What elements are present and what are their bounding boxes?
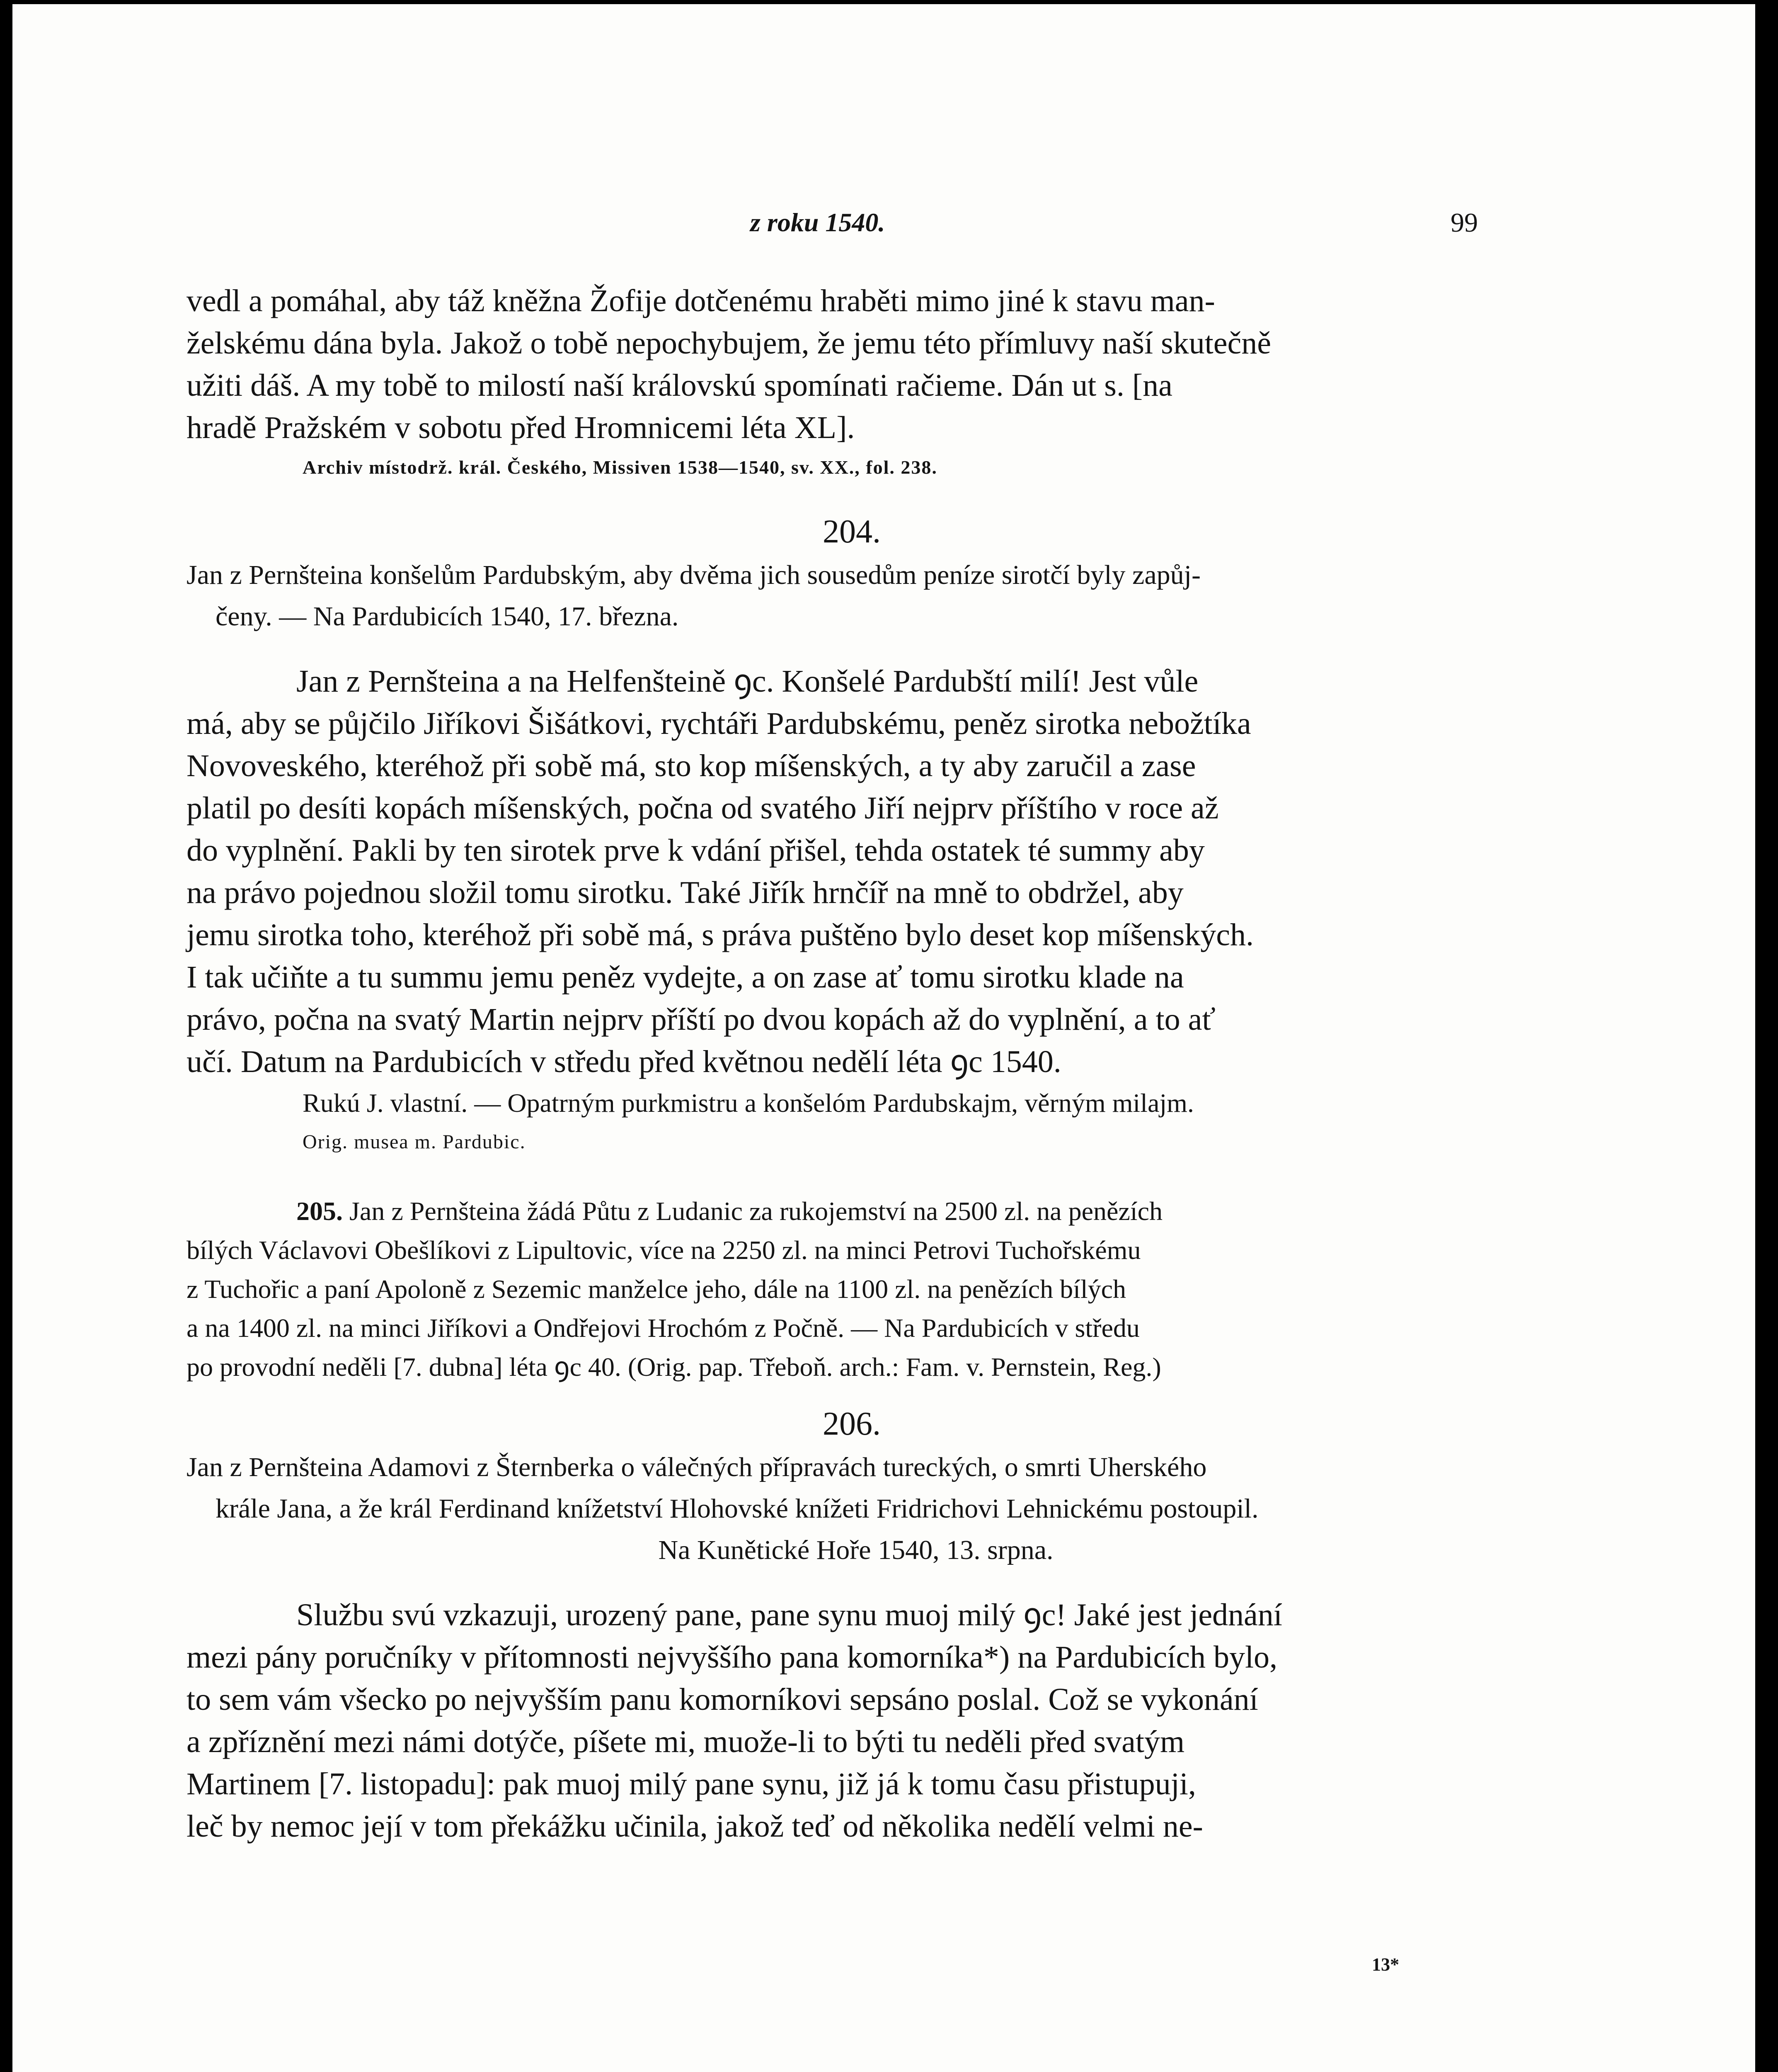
text-line: Martinem [7. listopadu]: pak muoj milý pane synu, již já k tomu času přistupuji,	[187, 1767, 1196, 1801]
page-body	[187, 280, 1500, 1847]
text-line: hradě Pražském v sobotu před Hromnicemi léta XL].	[187, 410, 855, 445]
regest-204	[187, 554, 1500, 637]
text-line: na právo pojednou složil tomu sirotku. Také Jiřík hrnčíř na mně to obdržel, aby	[187, 875, 1184, 910]
document-205	[187, 1192, 1500, 1387]
text-line: užiti dáš. A my tobě to milostí naší královskú spomínati račieme. Dán ut s. [na	[187, 368, 1172, 403]
document-number-206: 206.	[823, 1406, 881, 1442]
archive-source: Orig. musea m. Pardubic.	[303, 1131, 526, 1153]
document-number-205: 205.	[296, 1196, 343, 1226]
document-number-204: 204.	[823, 513, 881, 550]
regest-206	[187, 1447, 1500, 1571]
text-line: Novoveského, kteréhož při sobě má, sto kop míšenských, a ty aby zaručil a zase	[187, 748, 1196, 783]
text-line: vedl a pomáhal, aby táž kněžna Žofije dotčenému hraběti mimo jiné k stavu man-	[187, 283, 1215, 318]
note-line: a na 1400 zl. na minci Jiříkovi a Ondřejovi Hrochóm z Počně. — Na Pardubicích v středu	[187, 1313, 1140, 1343]
text-line: právo, počna na svatý Martin nejprv příští po dvou kopách až do vyplnění, a to ať	[187, 1002, 1216, 1037]
note-line: bílých Václavovi Obešlíkovi z Lipultovic, více na 2250 zl. na minci Petrovi Tuchořskému	[187, 1235, 1141, 1265]
page-number: 99	[1451, 208, 1478, 238]
text-line: leč by nemoc její v tom překážku učinila, jakož teď od několika nedělí velmi ne-	[187, 1809, 1203, 1844]
text-line: platil po desíti kopách míšenských, počna od svatého Jiří nejprv příštího v roce až	[187, 791, 1219, 825]
regest-line: Jan z Pernšteina konšelům Pardubským, aby dvěma jich sousedům peníze sirotčí byly zapůj-	[187, 560, 1201, 590]
text-line: I tak učiňte a tu summu jemu peněz vydejte, a on zase ať tomu sirotku klade na	[187, 960, 1184, 995]
note-line: po provodní neděli [7. dubna] léta ꝯc 40. (Orig. pap. Třeboň. arch.: Fam. v. Pernstein, Reg.)	[187, 1352, 1161, 1382]
regest-line: Na Kunětické Hoře 1540, 13. srpna.	[658, 1535, 1054, 1565]
text-line: Jan z Pernšteina a na Helfenšteině ꝯc. Konšelé Pardubští milí! Jest vůle	[296, 664, 1199, 699]
text-line: má, aby se půjčilo Jiříkovi Šišátkovi, rychtáři Pardubskému, peněz sirotka nebožtíka	[187, 706, 1251, 741]
text-line: učí. Datum na Pardubicích v středu před květnou nedělí léta ꝯc 1540.	[187, 1044, 1061, 1079]
archive-source: Archiv místodrž. král. Českého, Missiven 1538—1540, sv. XX., fol. 238.	[303, 457, 937, 478]
text-line: jemu sirotka toho, kteréhož při sobě má, s práva puštěno bylo deset kop míšenských.	[187, 917, 1254, 952]
note-line: z Tuchořic a paní Apoloně z Sezemic manželce jeho, dále na 1100 zl. na penězích bílých	[187, 1274, 1126, 1304]
regest-line: Jan z Pernšteina Adamovi z Šternberka o válečných přípravách tureckých, o smrti Uherského	[187, 1452, 1207, 1482]
signature-mark: 13*	[1372, 1954, 1399, 1975]
letter-address: Rukú J. vlastní. — Opatrným purkmistru a konšelóm Pardubskajm, věrným milajm.	[303, 1088, 1194, 1118]
note-text: Jan z Pernšteina žádá Půtu z Ludanic za rukojemství na 2500 zl. na penězích	[349, 1196, 1163, 1226]
regest-line: čeny. — Na Pardubicích 1540, 17. března.	[216, 601, 679, 632]
running-title: z roku 1540.	[750, 208, 885, 237]
note-line	[187, 1192, 1500, 1231]
text-line: do vyplnění. Pakli by ten sirotek prve k vdání přišel, tehda ostatek té summy aby	[187, 833, 1205, 868]
text-line: želskému dána byla. Jakož o tobě nepochybujem, že jemu této přímluvy naší skutečně	[187, 326, 1271, 361]
regest-line: krále Jana, a že král Ferdinand knížetství Hlohovské knížeti Fridrichovi Lehnickému postoupil.	[216, 1493, 1259, 1524]
text-line: a zpříznění mezi námi dotýče, píšete mi, muože-li to býti tu neděli před svatým	[187, 1724, 1185, 1759]
text-line: to sem vám všecko po nejvyšším panu komorníkovi sepsáno poslal. Což se vykonání	[187, 1682, 1258, 1717]
book-page	[12, 4, 1755, 2072]
text-line: Službu svú vzkazuji, urozený pane, pane synu muoj milý ꝯc! Jaké jest jednání	[296, 1598, 1282, 1632]
spacer	[187, 1161, 1500, 1192]
text-line: mezi pány poručníky v přítomnosti nejvyššího pana komorníka*) na Pardubicích bylo,	[187, 1640, 1278, 1675]
spacer	[187, 1387, 1500, 1401]
